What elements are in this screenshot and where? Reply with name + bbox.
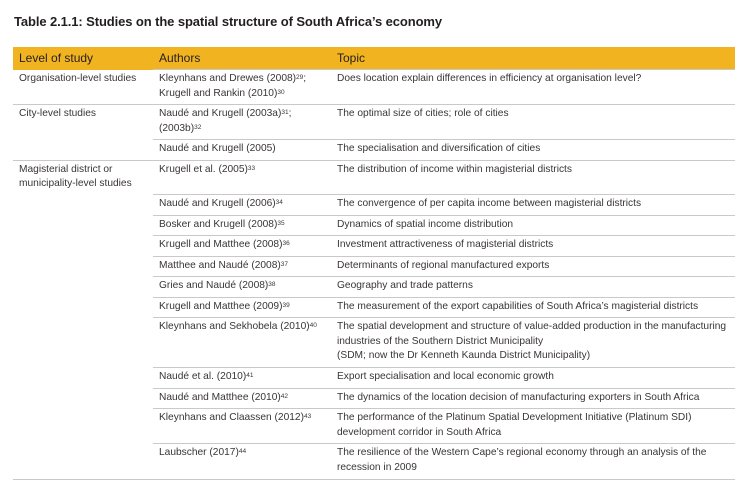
topic-text: (SDM; now the Dr Kenneth Kaunda District Municipality): [337, 350, 591, 361]
topic-cell: [331, 160, 735, 195]
footnote-ref: 36: [282, 240, 290, 247]
author-cell: [153, 256, 331, 277]
table-row: [13, 297, 735, 318]
level-cell: [13, 195, 153, 216]
author-text: Naudé et al. (2010): [159, 371, 247, 382]
table-body: [13, 70, 735, 480]
topic-cell: [331, 368, 735, 389]
table-row: [13, 70, 735, 105]
author-cell: [153, 388, 331, 409]
author-text: ; Krugell and Rankin (2010): [159, 73, 307, 99]
topic-cell: [331, 297, 735, 318]
author-text: Gries and Naudé (2008): [159, 280, 269, 291]
author-cell: [153, 140, 331, 161]
topic-cell: [331, 195, 735, 216]
topic-cell: [331, 444, 735, 480]
footnote-ref: 38: [268, 281, 276, 288]
level-cell: [13, 297, 153, 318]
level-cell: [13, 215, 153, 236]
footnote-ref: 41: [246, 372, 254, 379]
table-row: [13, 444, 735, 480]
topic-cell: [331, 409, 735, 444]
topic-text: The dynamics of the location decision of manufacturing exporters in South Africa: [337, 391, 700, 403]
level-text: City-level studies: [19, 108, 96, 119]
footnote-ref: 30: [277, 88, 285, 96]
level-cell: [13, 236, 153, 257]
table-row: [13, 236, 735, 257]
table-row: [13, 409, 735, 444]
level-cell: [13, 388, 153, 409]
table-row: [13, 105, 735, 140]
topic-text: Does location explain differences in efficiency at organisation level?: [337, 73, 642, 84]
footnote-ref: 29: [296, 74, 304, 81]
author-text: Laubscher (2017): [159, 447, 239, 458]
author-text: Naudé and Krugell (2003a): [159, 108, 282, 119]
author-cell: [153, 409, 331, 444]
author-cell: [153, 70, 331, 105]
author-text: Kleynhans and Sekhobela (2010): [159, 321, 310, 332]
level-cell: [13, 70, 153, 105]
header-authors: Authors: [153, 47, 331, 70]
table-row: [13, 195, 735, 216]
table-row: [13, 140, 735, 161]
table-title: Table 2.1.1: Studies on the spatial structure of South Africa’s economy: [14, 14, 443, 29]
footnote-ref: 33: [247, 164, 256, 172]
author-cell: [153, 195, 331, 216]
table-header: [13, 47, 735, 70]
author-text: Krugell et al. (2005): [159, 163, 248, 175]
footnote-ref: 43: [303, 413, 312, 420]
topic-cell: [331, 236, 735, 257]
author-text: Matthee and Naudé (2008): [159, 259, 281, 271]
footnote-ref: 39: [282, 301, 290, 309]
table-row: [13, 318, 735, 368]
footnote-ref: 44: [238, 448, 247, 455]
footnote-ref: 32: [194, 123, 202, 131]
topic-text: The resilience of the Western Cape’s regional economy through an analysis of the recession in 2009: [337, 447, 707, 473]
topic-text: Geography and trade patterns: [337, 280, 473, 291]
author-cell: [153, 215, 331, 236]
topic-cell: [331, 388, 735, 409]
topic-cell: [331, 256, 735, 277]
level-cell: [13, 256, 153, 277]
studies-table: [13, 47, 735, 480]
author-text: Krugell and Matthee (2008): [159, 239, 283, 250]
level-cell: [13, 105, 153, 140]
topic-text: Determinants of regional manufactured exports: [337, 259, 550, 271]
footnote-ref: 42: [280, 392, 289, 400]
table-row: [13, 368, 735, 389]
topic-cell: [331, 277, 735, 298]
level-cell: [13, 277, 153, 298]
footnote-ref: 37: [280, 260, 289, 268]
author-cell: [153, 277, 331, 298]
topic-text: Dynamics of spatial income distribution: [337, 218, 514, 230]
author-cell: [153, 318, 331, 368]
topic-text: Investment attractiveness of magisterial districts: [337, 239, 554, 250]
author-cell: [153, 236, 331, 257]
level-cell: [13, 409, 153, 444]
author-text: Kleynhans and Claassen (2012): [159, 412, 304, 423]
topic-text: The measurement of the export capabilities of South Africa’s magisterial districts: [337, 300, 699, 312]
footnote-ref: 40: [309, 322, 317, 329]
topic-text: The optimal size of cities; role of cities: [337, 108, 509, 119]
topic-text: The distribution of income within magisterial districts: [337, 163, 572, 175]
topic-text: Export specialisation and local economic growth: [337, 371, 554, 382]
header-topic: Topic: [331, 47, 735, 70]
table-row: [13, 256, 735, 277]
level-text: Magisterial district or municipality-level studies: [19, 163, 132, 189]
author-text: Naudé and Matthee (2010): [159, 391, 281, 403]
author-text: ; (2003b): [159, 108, 292, 134]
header-level: Level of study: [13, 47, 153, 70]
author-text: Bosker and Krugell (2008): [159, 218, 278, 230]
table-row: [13, 160, 735, 195]
footnote-ref: 31: [281, 109, 289, 116]
topic-cell: [331, 70, 735, 105]
level-cell: [13, 318, 153, 368]
topic-text: The convergence of per capita income between magisterial districts: [337, 198, 642, 209]
level-cell: [13, 160, 153, 195]
level-cell: [13, 140, 153, 161]
table-row: [13, 388, 735, 409]
topic-text: The specialisation and diversification of cities: [337, 143, 541, 154]
topic-cell: [331, 140, 735, 161]
topic-cell: [331, 215, 735, 236]
topic-text: The spatial development and structure of value-added production in the manufacturing industries of the Southern District Municipality: [337, 321, 727, 347]
topic-cell: [331, 105, 735, 140]
topic-cell: [331, 318, 735, 368]
author-cell: [153, 160, 331, 195]
author-cell: [153, 444, 331, 480]
level-cell: [13, 444, 153, 480]
level-cell: [13, 368, 153, 389]
author-cell: [153, 368, 331, 389]
author-text: Naudé and Krugell (2006): [159, 198, 276, 209]
footnote-ref: 35: [277, 219, 285, 227]
author-text: Krugell and Matthee (2009): [159, 300, 283, 312]
topic-text: The performance of the Platinum Spatial Development Initiative (Platinum SDI) development corridor in South Africa: [337, 412, 692, 438]
footnote-ref: 34: [275, 199, 283, 206]
author-text: Naudé and Krugell (2005): [159, 143, 276, 154]
table-row: [13, 215, 735, 236]
author-text: Kleynhans and Drewes (2008): [159, 73, 297, 84]
author-cell: [153, 105, 331, 140]
level-text: Organisation-level studies: [19, 72, 137, 84]
table-row: [13, 277, 735, 298]
author-cell: [153, 297, 331, 318]
